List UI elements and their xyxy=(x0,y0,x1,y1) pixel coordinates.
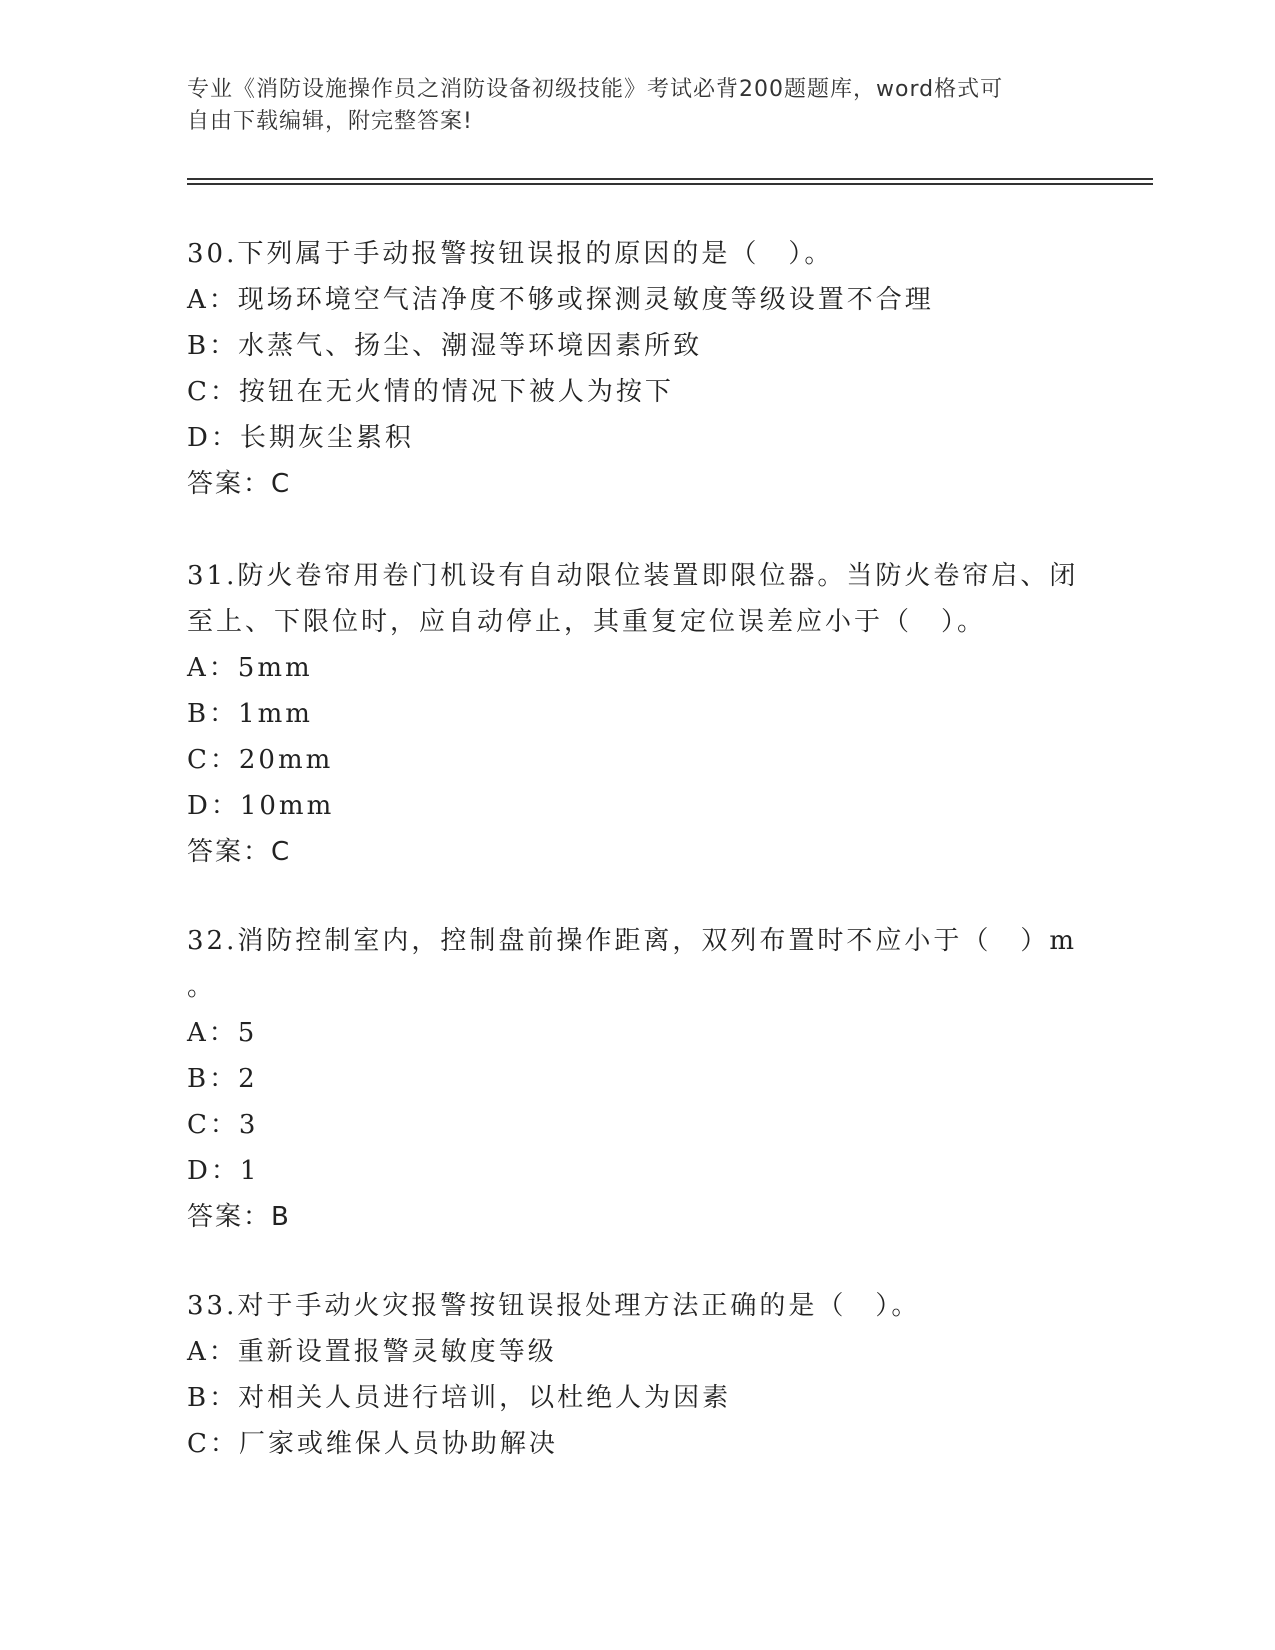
header-divider-top xyxy=(187,178,1153,180)
option-a: A：5mm xyxy=(187,653,313,683)
answer: 答案：C xyxy=(187,469,292,499)
option-d: D：10mm xyxy=(187,791,335,821)
option-c: C：20mm xyxy=(187,745,334,775)
option-c: C：厂家或维保人员协助解决 xyxy=(187,1429,558,1459)
option-b: B：对相关人员进行培训，以杜绝人为因素 xyxy=(187,1383,732,1413)
answer: 答案：B xyxy=(187,1202,291,1232)
option-a: A：重新设置报警灵敏度等级 xyxy=(187,1337,557,1367)
question-text-line-2: 至上、下限位时，应自动停止，其重复定位误差应小于（ ）。 xyxy=(187,607,987,637)
option-d: D：1 xyxy=(187,1156,260,1186)
question-text-line-1: 31.防火卷帘用卷门机设有自动限位装置即限位器。当防火卷帘启、闭 xyxy=(187,561,1079,591)
question-text-line-2: 。 xyxy=(187,972,217,1002)
option-b: B：1mm xyxy=(187,699,313,729)
question-text-line-1: 32.消防控制室内，控制盘前操作距离，双列布置时不应小于（ ）m xyxy=(187,926,1078,956)
header-line-1: 专业《消防设施操作员之消防设备初级技能》考试必背200题题库，word格式可 xyxy=(187,77,1004,102)
option-a: A：5 xyxy=(187,1018,258,1048)
header-divider-bottom xyxy=(187,183,1153,185)
question-text: 30.下列属于手动报警按钮误报的原因的是（ ）。 xyxy=(187,239,834,269)
option-c: C：3 xyxy=(187,1110,259,1140)
option-b: B：2 xyxy=(187,1064,258,1094)
header-line-2: 自由下载编辑，附完整答案! xyxy=(187,109,473,134)
question-text: 33.对于手动火灾报警按钮误报处理方法正确的是（ ）。 xyxy=(187,1291,921,1321)
option-a: A：现场环境空气洁净度不够或探测灵敏度等级设置不合理 xyxy=(187,285,934,315)
option-b: B：水蒸气、扬尘、潮湿等环境因素所致 xyxy=(187,331,703,361)
question-31 xyxy=(187,553,1087,875)
question-33 xyxy=(187,1283,1087,1467)
option-d: D：长期灰尘累积 xyxy=(187,423,414,453)
answer: 答案：C xyxy=(187,837,292,867)
question-32 xyxy=(187,918,1087,1240)
question-30 xyxy=(187,231,1087,507)
document-header xyxy=(187,74,1067,138)
option-c: C：按钮在无火情的情况下被人为按下 xyxy=(187,377,674,407)
